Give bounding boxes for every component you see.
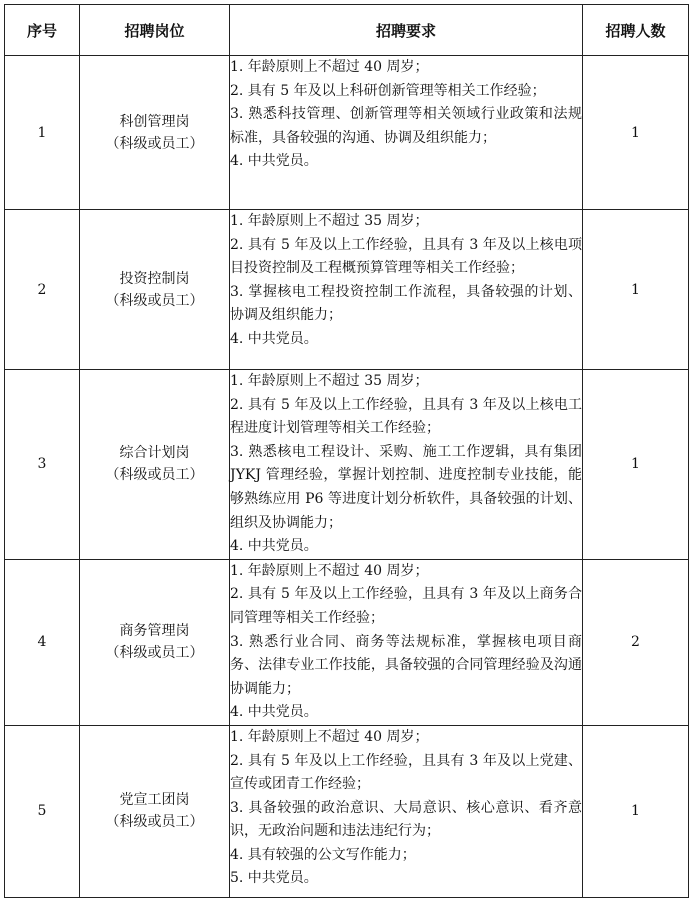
recruitment-table [4, 4, 689, 898]
requirement-item: 2. 具有 5 年及以上工作经验，且具有 3 年及以上核电项目投资控制及工程概预算管理等相关工作经验； [230, 236, 582, 277]
position-title: 科创管理岗 [119, 113, 190, 130]
row-position [80, 559, 230, 725]
requirement-item: 5. 中共党员。 [230, 870, 318, 887]
row-no: 5 [5, 725, 80, 897]
row-position [80, 725, 230, 897]
requirement-item: 2. 具有 5 年及以上科研创新管理等相关工作经验； [230, 82, 546, 99]
header-requirements: 招聘要求 [230, 5, 583, 56]
row-no: 4 [5, 559, 80, 725]
requirement-item: 3. 熟悉核电工程设计、采购、施工工作逻辑，具有集团 JYKJ 管理经验，掌握计划控制、进度控制专业技能，能够熟练应用 P6 等进度计划分析软件，具备较强的计划、组织及协调能力； [230, 443, 582, 531]
requirement-item: 4. 具有较强的公文写作能力； [230, 846, 416, 863]
requirement-item: 1. 年龄原则上不超过 35 周岁； [230, 213, 429, 229]
requirement-item: 2. 具有 5 年及以上工作经验，且具有 3 年及以上党建、宣传或团青工作经验； [230, 752, 582, 793]
requirement-item: 1. 年龄原则上不超过 40 周岁； [230, 562, 429, 579]
requirement-item: 4. 中共党员。 [230, 153, 318, 170]
row-no: 3 [5, 370, 80, 560]
position-level: （科级或员工） [105, 467, 204, 484]
table-row [5, 56, 689, 210]
row-count: 1 [583, 370, 689, 560]
row-count: 1 [583, 56, 689, 210]
position-level: （科级或员工） [105, 814, 204, 831]
header-position: 招聘岗位 [80, 5, 230, 56]
requirement-item: 3. 熟悉科技管理、创新管理等相关领域行业政策和法规标准，具备较强的沟通、协调及组织能力； [230, 106, 582, 146]
row-position [80, 370, 230, 560]
requirement-item: 3. 具备较强的政治意识、大局意识、核心意识、看齐意识，无政治问题和违法违纪行为； [230, 799, 582, 840]
requirement-item: 2. 具有 5 年及以上工作经验，且具有 3 年及以上核电工程进度计划管理等相关工作经验； [230, 396, 582, 437]
table-row [5, 725, 689, 897]
requirement-item: 3. 熟悉行业合同、商务等法规标准，掌握核电项目商务、法律专业工作技能，具备较强的合同管理经验及沟通协调能力； [230, 633, 582, 697]
header-no: 序号 [5, 5, 80, 56]
row-no: 1 [5, 56, 80, 210]
position-level: （科级或员工） [105, 645, 204, 662]
requirement-item: 2. 具有 5 年及以上工作经验，且具有 3 年及以上商务合同管理等相关工作经验； [230, 586, 582, 626]
requirement-item: 1. 年龄原则上不超过 35 周岁； [230, 373, 429, 389]
row-requirements [230, 725, 583, 897]
position-title: 商务管理岗 [119, 623, 190, 640]
row-count: 1 [583, 210, 689, 370]
row-count: 1 [583, 725, 689, 897]
position-level: （科级或员工） [105, 292, 204, 309]
row-requirements [230, 56, 583, 210]
position-title: 综合计划岗 [119, 445, 190, 462]
position-title: 党宣工团岗 [119, 792, 190, 809]
requirement-item: 1. 年龄原则上不超过 40 周岁； [230, 728, 429, 745]
table-row [5, 370, 689, 560]
requirement-item: 1. 年龄原则上不超过 40 周岁； [230, 59, 429, 75]
requirement-item: 4. 中共党员。 [230, 330, 318, 347]
table-row [5, 559, 689, 725]
position-level: （科级或员工） [105, 135, 204, 152]
row-count: 2 [583, 559, 689, 725]
row-position [80, 56, 230, 210]
requirement-item: 4. 中共党员。 [230, 538, 318, 555]
row-position [80, 210, 230, 370]
row-no: 2 [5, 210, 80, 370]
row-requirements [230, 210, 583, 370]
row-requirements [230, 559, 583, 725]
requirement-item: 4. 中共党员。 [230, 704, 318, 721]
position-title: 投资控制岗 [119, 270, 190, 287]
requirement-item: 3. 掌握核电工程投资控制工作流程，具备较强的计划、协调及组织能力； [230, 283, 582, 324]
row-requirements [230, 370, 583, 560]
header-count: 招聘人数 [583, 5, 689, 56]
table-row [5, 210, 689, 370]
header-row [5, 5, 689, 56]
